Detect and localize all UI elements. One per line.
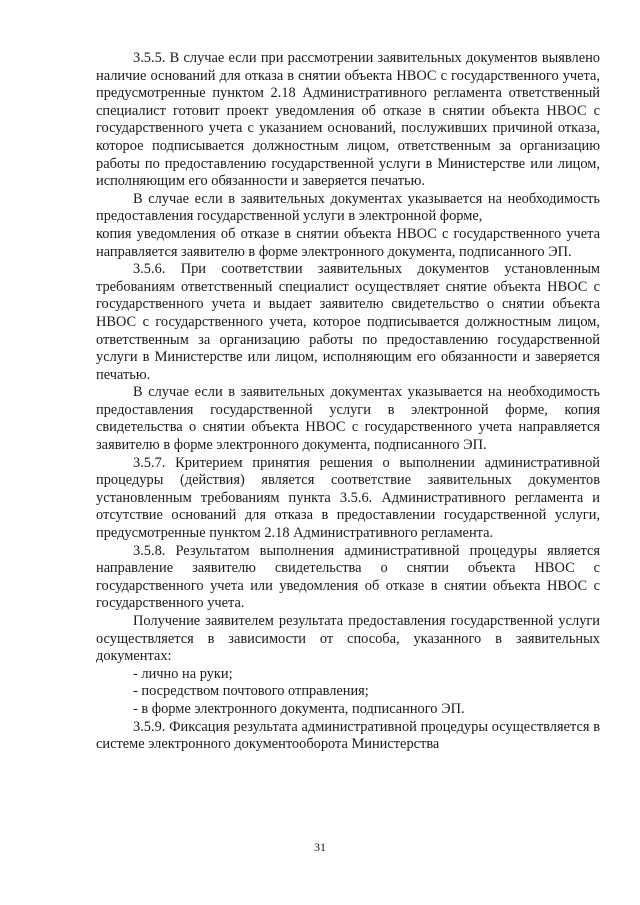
list-item-electronic: - в форме электронного документа, подписанного ЭП. [133,700,465,717]
list-item-by-post: - посредством почтового отправления; [133,683,369,700]
paragraph-refusal-copy: копия уведомления об отказе в снятии объекта НВОС с государственного учета направляется заявителю в форме электронного документа, подписанного ЭП. [96,225,600,260]
paragraph-3-5-6: 3.5.6. При соответствии заявительных документов установленным требованиям ответственный специалист осуществляет снятие объекта НВОС с государственного учета и выдает заявителю свидетельство о снятии объекта НВОС с государственного учета, которое подписывается должностным лицом, ответственным за организацию работы по предоставлению государственной услуги в Министерстве или лицом, исполняющим его обязанности и заверяется печатью. [96,261,600,383]
paragraph-electronic-form-note: В случае если в заявительных документах указывается на необходимость предоставления государственной услуги в электронной форме, [96,190,600,225]
list-item-in-person: - лично на руки; [133,665,233,682]
paragraph-3-5-5: 3.5.5. В случае если при рассмотрении заявительных документов выявлено наличие оснований для отказа в снятии объекта НВОС с государственного учета, предусмотренные пунктом 2.18 Административного регламента ответственный специалист готовит проект уведомления об отказе в снятии объекта НВОС с государственного учета с указанием оснований, послуживших причиной отказа, которое подписывается должностным лицом, ответственным за организацию работы по предоставлению государственной услуги в Министерстве или лицом, исполняющим его обязанности и заверяется печатью. [96,50,600,190]
paragraph-certificate-copy: В случае если в заявительных документах указывается на необходимость предоставления государственной услуги в электронной форме, копия свидетельства о снятии объекта НВОС с государственного учета направляется заявителю в форме электронного документа, подписанного ЭП. [96,384,600,454]
paragraph-3-5-8: 3.5.8. Результатом выполнения административной процедуры является направление заявителю свидетельства о снятии объекта НВОС с государственного учета или уведомления об отказе в снятии объекта НВОС с государственного учета. [96,542,600,612]
document-body [96,50,600,754]
paragraph-3-5-7: 3.5.7. Критерием принятия решения о выполнении административной процедуры (действия) является соответствие заявительных документов установленным требованиям пункта 3.5.6. Административного регламента и отсутствие оснований для отказа в предоставлении государственной услуги, предусмотренные пунктом 2.18 Административного регламента. [96,454,600,542]
page-number: 31 [314,840,326,854]
paragraph-receipt-methods: Получение заявителем результата предоставления государственной услуги осуществляется в зависимости от способа, указанного в заявительных документах: [96,613,600,665]
paragraph-3-5-9: 3.5.9. Фиксация результата административной процедуры осуществляется в системе электронного документооборота Министерства [96,718,600,753]
